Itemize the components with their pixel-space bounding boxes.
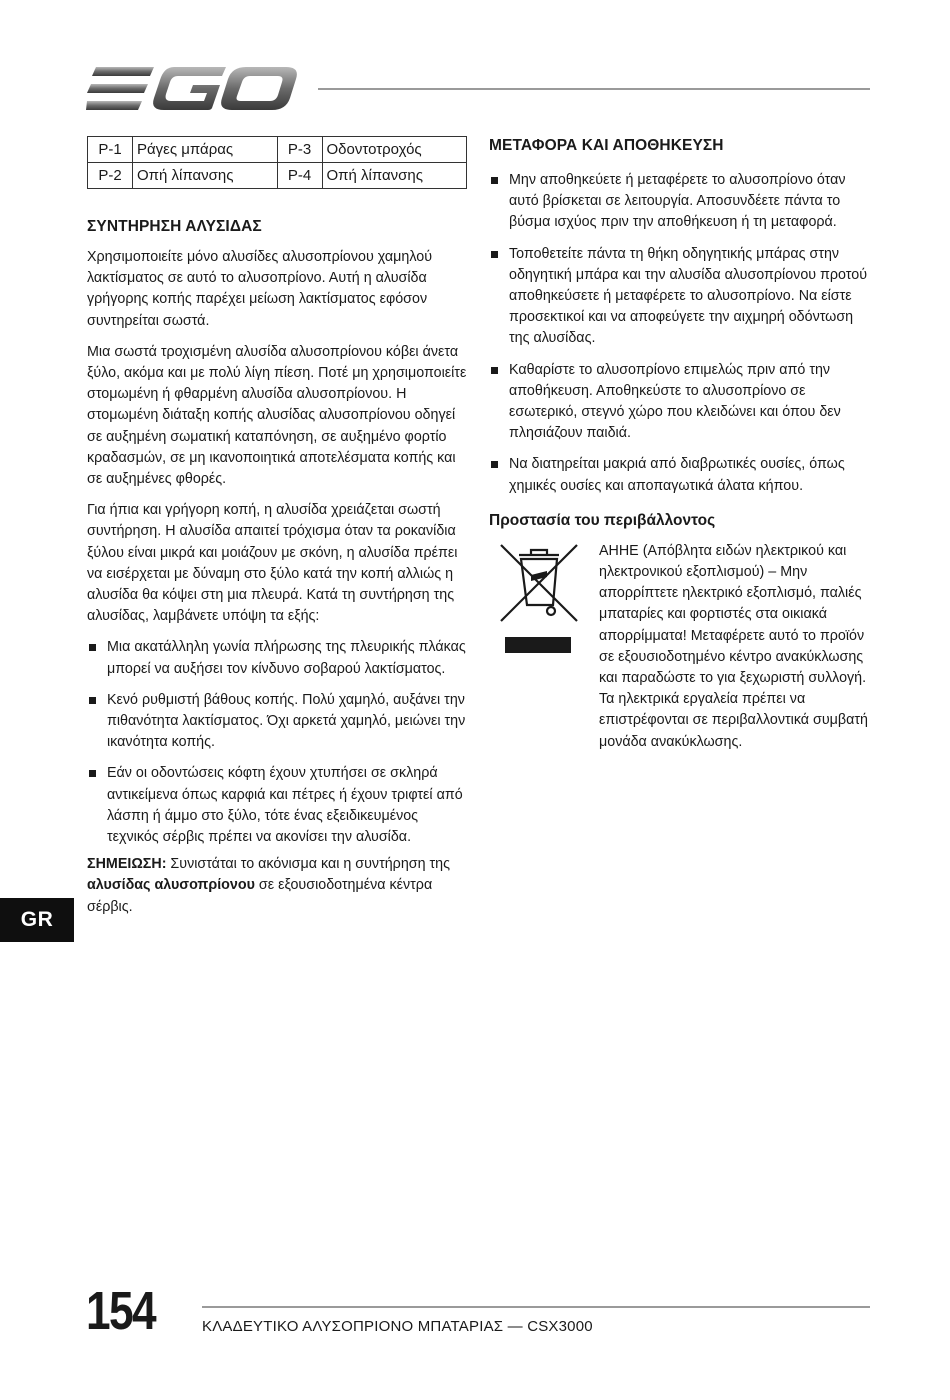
list-item: Τοποθετείτε πάντα τη θήκη οδηγητικής μπάρας στην οδηγητική μπάρα και την αλυσίδα αλυσοπρίονου προτού αποθηκεύσετε ή μεταφέρετε το αλυσοπρίονο. Να είστε προσεκτικοί και να αποφεύγετε την αιχμηρή οδόντωση της αλυσίδας. <box>489 244 871 350</box>
maintenance-bullet-list <box>87 637 467 848</box>
paragraph: Μια σωστά τροχισμένη αλυσίδα αλυσοπρίονου κόβει άνετα ξύλο, ακόμα και με πολύ λίγη πίεση. Ποτέ μη χρησιμοποιείτε στομωμένη ή φθαρμένη αλυσίδα αλυσοπρίονου. Η στομωμένη διάταξη κοπής αλυσίδας αλυσοπρίονου οδηγεί σε αυξημένη σωματική καταπόνηση, σε αυξημένο φορτίο κραδασμών, σε μη ικανοποιητικά αποτελέσματα κοπής και σε αυξημένες φθορές. <box>87 343 467 488</box>
environment-heading: Προστασία του περιβάλλοντος <box>489 511 716 529</box>
part-code: P-1 <box>88 137 133 163</box>
footer-title: ΚΛΑΔΕΥΤΙΚΟ ΑΛΥΣΟΠΡΙΟΝΟ ΜΠΑΤΑΡΙΑΣ — CSX3000 <box>202 1318 593 1335</box>
language-tab: GR <box>0 898 74 942</box>
footer-rule <box>202 1306 870 1308</box>
note <box>87 854 467 918</box>
list-item: Εάν οι οδοντώσεις κόφτη έχουν χτυπήσει σε σκληρά αντικείμενα όπως καρφιά και πέτρες ή έχουν τριφτεί από λάσπη ή άμμο στο ξύλο, τότε ένας εξειδικευμένος τεχνικός σέρβις πρέπει να ακονίσει την αλυσίδα. <box>87 763 467 848</box>
paragraph: Για ήπια και γρήγορη κοπή, η αλυσίδα χρειάζεται σωστή συντήρηση. Η αλυσίδα απαιτεί τρόχισμα όταν τα ροκανίδια ξύλου είναι μικρά και μοιάζουν με σκόνη, η αλυσίδα πρέπει να εισέρχεται με δύναμη στο ξύλο κατά την κοπή αλλιώς η αλυσίδα θα κόψει στη μια πλευρά. Κατά τη συντήρηση της αλυσίδας, λαμβάνετε υπόψη τα εξής: <box>87 502 458 625</box>
table-row <box>88 137 467 163</box>
part-name: Οπή λίπανσης <box>322 163 467 189</box>
right-column <box>489 136 871 753</box>
list-item: Να διατηρείται μακριά από διαβρωτικές ουσίες, όπως χημικές ουσίες και αποπαγωτικά άλατα κήπου. <box>489 454 871 496</box>
part-name: Ράγες μπάρας <box>133 137 278 163</box>
note-text: σε εξουσιοδοτημένα κέντρα σέρβις. <box>87 877 433 915</box>
transport-bullet-list <box>489 170 871 497</box>
part-name: Οδοντοτροχός <box>322 137 467 163</box>
part-code: P-3 <box>277 137 322 163</box>
list-item: Καθαρίστε το αλυσοπρίονο επιμελώς πριν από την αποθήκευση. Αποθηκεύστε το αλυσοπρίονο σε εσωτερικό, στεγνό χώρο που κλειδώνει και όπου δεν πλησιάζουν παιδιά. <box>489 360 871 445</box>
list-item: Μην αποθηκεύετε ή μεταφέρετε το αλυσοπρίονο όταν αυτό βρίσκεται σε λειτουργία. Αποσυνδέετε πάντα το βύσμα ισχύος πριν την αποθήκευση ή τη μεταφορά. <box>489 170 871 234</box>
ego-logo <box>86 64 298 114</box>
list-item: Μια ακατάλληλη γωνία πλήρωσης της πλευρικής πλάκας μπορεί να αυξήσει τον κίνδυνο σοβαρού λακτίσματος. <box>87 637 467 679</box>
crossed-out-wheelie-bin-icon <box>497 541 585 753</box>
part-code: P-4 <box>277 163 322 189</box>
part-name: Οπή λίπανσης <box>133 163 278 189</box>
parts-table <box>87 136 467 189</box>
transport-storage-heading: ΜΕΤΑΦΟΡΑ ΚΑΙ ΑΠΟΘΗΚΕΥΣΗ <box>489 137 724 154</box>
note-bold-text: αλυσίδας αλυσοπρίονου <box>87 877 255 894</box>
weee-text: ΑΗΗΕ (Απόβλητα ειδών ηλεκτρικού και ηλεκτρονικού εξοπλισμού) – Μην απορρίπτετε ηλεκτρικό εξοπλισμό, παλιές μπαταρίες και φορτιστές στα οικιακά απορρίμματα! Μεταφέρετε αυτό το προϊόν σε εξουσιοδοτημένο κέντρο ανακύκλωσης και παραδώστε το για ξεχωριστή συλλογή. Τα ηλεκτρικά εργαλεία πρέπει να επιστρέφονται σε περιβαλλοντικά συμβατή μονάδα ανακύκλωσης. <box>599 542 869 750</box>
note-text: Συνιστάται το ακόνισμα και η συντήρηση της <box>166 856 451 873</box>
part-code: P-2 <box>88 163 133 189</box>
note-label: ΣΗΜΕΙΩΣΗ: <box>87 856 167 873</box>
list-item: Κενό ρυθμιστή βάθους κοπής. Πολύ χαμηλό, αυξάνει την πιθανότητα λακτίσματος. Όχι αρκετά χαμηλό, μειώνει την ικανότητα κοπής. <box>87 690 467 754</box>
left-column <box>87 136 467 928</box>
header-rule <box>318 88 870 90</box>
weee-block <box>489 541 871 753</box>
paragraph: Χρησιμοποιείτε μόνο αλυσίδες αλυσοπρίονου χαμηλού λακτίσματος σε αυτό το αλυσοπρίονο. Αυτή η αλυσίδα γρήγορης κοπής παρέχει μείωση λακτίσματος εφόσον συντηρείται σωστά. <box>87 249 433 329</box>
page-number: 154 <box>86 1281 155 1341</box>
chain-maintenance-heading: ΣΥΝΤΗΡΗΣΗ ΑΛΥΣΙΔΑΣ <box>87 218 262 235</box>
table-row <box>88 163 467 189</box>
